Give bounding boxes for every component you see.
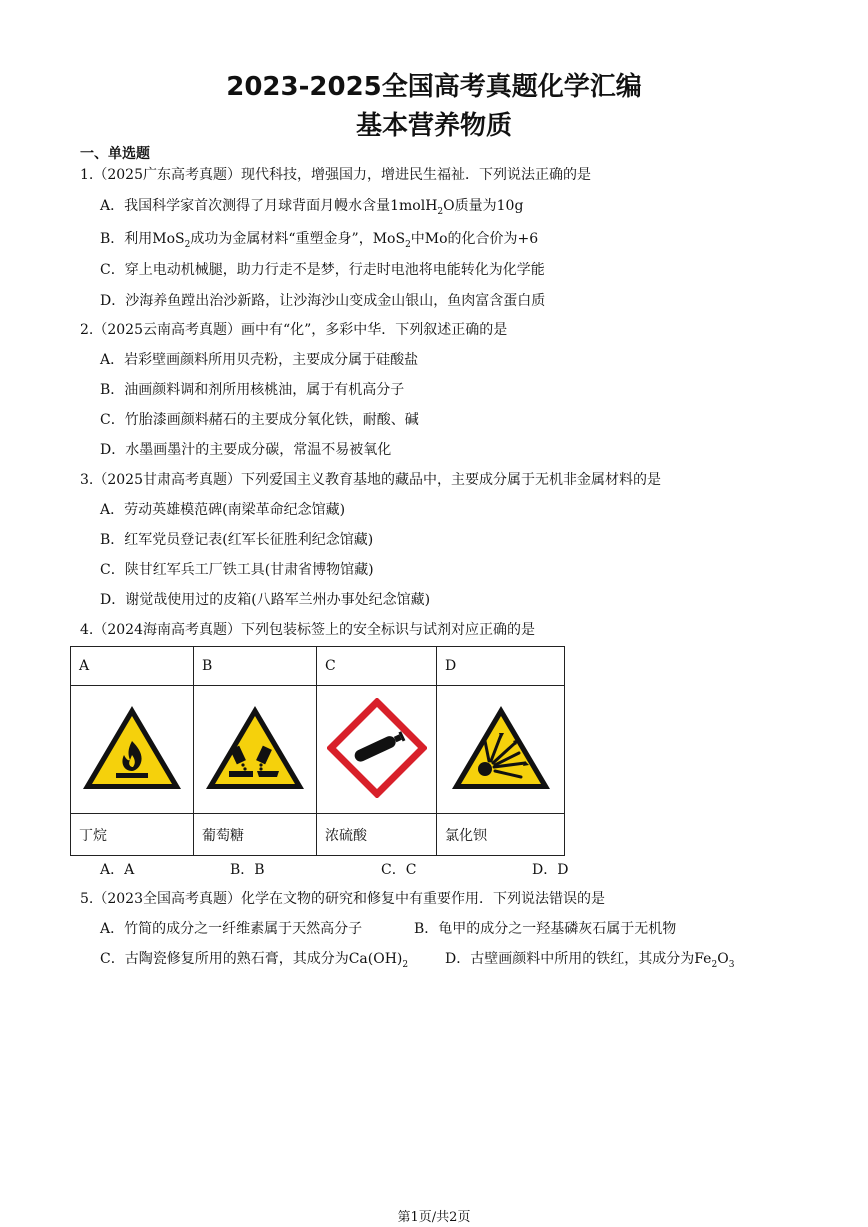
table-header-c: C: [317, 647, 437, 686]
question-2-option-c: C．竹胎漆画颜料赭石的主要成分氧化铁，耐酸、碱: [100, 412, 419, 428]
question-1-option-a: A．我国科学家首次测得了月球背面月幔水含量1molH$_2$O质量为10g: [100, 198, 524, 217]
flammable-icon: [80, 703, 184, 793]
question-3-stem: 3.（2025甘肃高考真题）下列爱国主义教育基地的藏品中，主要成分属于无机非金属材料的是: [80, 472, 661, 488]
question-4-answer-c: C．C: [381, 862, 417, 878]
question-4-stem: 4.（2024海南高考真题）下列包装标签上的安全标识与试剂对应正确的是: [80, 622, 535, 638]
table-header-a: A: [71, 647, 194, 686]
question-1-option-c: C．穿上电动机械腿，助力行走不是梦，行走时电池将电能转化为化学能: [100, 262, 545, 278]
document-subtitle: 基本营养物质: [355, 111, 512, 141]
reagent-name-d: 氯化钡: [437, 814, 565, 856]
question-2-option-d: D．水墨画墨汁的主要成分碳，常温不易被氧化: [100, 442, 392, 458]
sign-cell-c: [317, 686, 437, 814]
reagent-name-b: 葡萄糖: [194, 814, 317, 856]
question-5-option-a: A．竹简的成分之一纤维素属于天然高分子: [100, 921, 363, 937]
table-header-b: B: [194, 647, 317, 686]
reagent-name-a: 丁烷: [71, 814, 194, 856]
question-3-option-c: C．陕甘红军兵工厂铁工具(甘肃省博物馆藏): [100, 562, 374, 578]
question-4-answer-d: D．D: [532, 862, 569, 878]
sign-cell-d: [437, 686, 565, 814]
gas-cylinder-icon: [327, 698, 427, 798]
question-3-option-b: B．红军党员登记表(红军长征胜利纪念馆藏): [100, 532, 374, 548]
question-2-stem: 2.（2025云南高考真题）画中有“化”，多彩中华．下列叙述正确的是: [80, 322, 508, 338]
question-5-option-d: D．古壁画颜料中所用的铁红，其成分为$Fe_2O_3$: [445, 951, 735, 970]
question-2-option-b: B．油画颜料调和剂所用核桃油，属于有机高分子: [100, 382, 405, 398]
question-5-option-c: C．古陶瓷修复所用的熟石膏，其成分为$Ca(OH)_2$: [100, 951, 409, 970]
table-header-d: D: [437, 647, 565, 686]
question-4-answer-b: B．B: [230, 862, 265, 878]
section-heading: 一、单选题: [80, 146, 150, 162]
hazard-sign-table: [70, 646, 565, 856]
sign-cell-a: [71, 686, 194, 814]
question-4-answer-a: A．A: [100, 862, 135, 878]
question-1-option-d: D．沙海养鱼蹚出治沙新路，让沙海沙山变成金山银山，鱼肉富含蛋白质: [100, 293, 546, 309]
question-5-stem: 5.（2023全国高考真题）化学在文物的研究和修复中有重要作用．下列说法错误的是: [80, 891, 605, 907]
explosive-icon: [449, 703, 553, 793]
question-1-stem: 1.（2025广东高考真题）现代科技，增强国力，增进民生福祉．下列说法正确的是: [80, 167, 591, 183]
question-2-option-a: A．岩彩壁画颜料所用贝壳粉，主要成分属于硅酸盐: [100, 352, 419, 368]
sign-cell-b: [194, 686, 317, 814]
question-3-option-a: A．劳动英雄模范碑(南梁革命纪念馆藏): [100, 502, 346, 518]
document-title: 2023-2025全国高考真题化学汇编: [226, 72, 642, 102]
question-3-option-d: D．谢觉哉使用过的皮箱(八路军兰州办事处纪念馆藏): [100, 592, 431, 608]
corrosive-icon: [203, 703, 307, 793]
reagent-name-c: 浓硫酸: [317, 814, 437, 856]
page-footer: 第1页/共2页: [397, 1210, 471, 1225]
question-5-option-b: B．龟甲的成分之一羟基磷灰石属于无机物: [414, 921, 677, 937]
question-1-option-b: B．利用MoS$_2$成功为金属材料“重塑金身”，MoS$_2$中Mo的化合价为+6: [100, 231, 539, 250]
